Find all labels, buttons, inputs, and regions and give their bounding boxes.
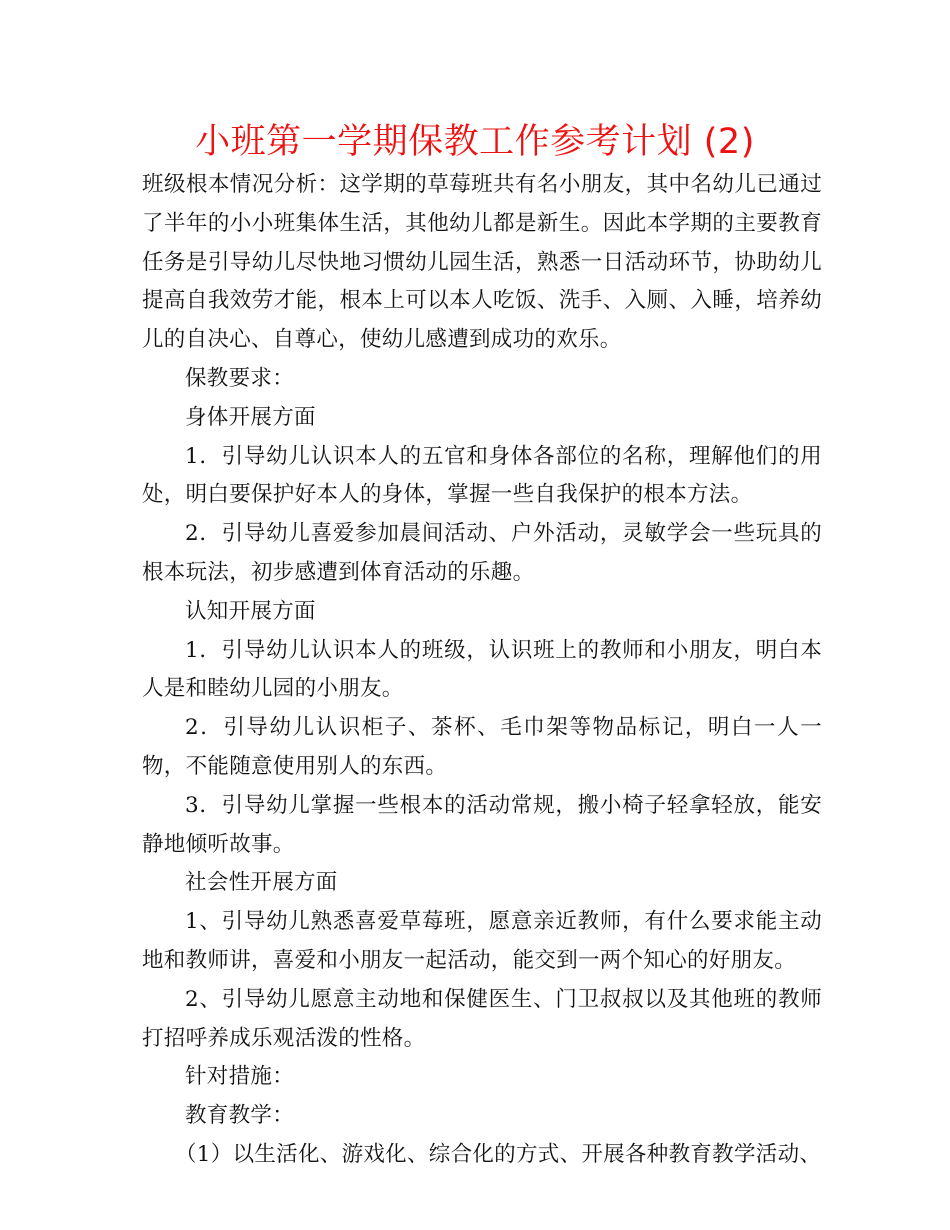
paragraph-cognitive-1: 1．引导幼儿认识本人的班级，认识班上的教师和小朋友，明白本人是和睦幼儿园的小朋友。 bbox=[142, 637, 822, 702]
paragraph-physical-1: 1．引导幼儿认识本人的五官和身体各部位的名称，理解他们的用处，明白要保护好本人的身体，掌握一些自我保护的根本方法。 bbox=[142, 443, 822, 508]
paragraph-teaching: 教育教学： bbox=[185, 1103, 295, 1129]
paragraph-class-analysis: 班级根本情况分析：这学期的草莓班共有名小朋友，其中名幼儿已通过了半年的小小班集体生活，其他幼儿都是新生。因此本学期的主要教育任务是引导幼儿尽快地习惯幼儿园生活，熟悉一日活动环节，协助幼儿提高自我效劳才能，根本上可以本人吃饭、洗手、入厕、入睡，培养幼儿的自决心、自尊心，使幼儿感遭到成功的欢乐。 bbox=[142, 172, 822, 353]
section-heading-physical: 身体开展方面 bbox=[185, 404, 316, 430]
paragraph-teaching-1: （1）以生活化、游戏化、综合化的方式、开展各种教育教学活动、 bbox=[175, 1141, 822, 1167]
paragraph-physical-2: 2．引导幼儿喜爱参加晨间活动、户外活动，灵敏学会一些玩具的根本玩法，初步感遭到体育活动的乐趣。 bbox=[142, 521, 822, 585]
document-body bbox=[142, 166, 822, 1175]
document-title: 小班第一学期保教工作参考计划 (2) bbox=[195, 122, 755, 162]
paragraph-cognitive-3: 3．引导幼儿掌握一些根本的活动常规，搬小椅子轻拿轻放，能安静地倾听故事。 bbox=[142, 792, 822, 857]
paragraph-measures: 针对措施： bbox=[185, 1064, 295, 1090]
section-heading-cognitive: 认知开展方面 bbox=[185, 598, 316, 624]
section-heading-social: 社会性开展方面 bbox=[185, 870, 338, 896]
paragraph-social-2: 2、引导幼儿愿意主动地和保健医生、门卫叔叔以及其他班的教师打招呼养成乐观活泼的性格。 bbox=[142, 986, 822, 1051]
paragraph-cognitive-2: 2．引导幼儿认识柜子、茶杯、毛巾架等物品标记，明白一人一物，不能随意使用别人的东西。 bbox=[142, 715, 822, 779]
paragraph-social-1: 1、引导幼儿熟悉喜爱草莓班，愿意亲近教师，有什么要求能主动地和教师讲，喜爱和小朋友一起活动，能交到一两个知心的好朋友。 bbox=[142, 909, 822, 973]
paragraph-care-requirements: 保教要求： bbox=[185, 365, 295, 391]
